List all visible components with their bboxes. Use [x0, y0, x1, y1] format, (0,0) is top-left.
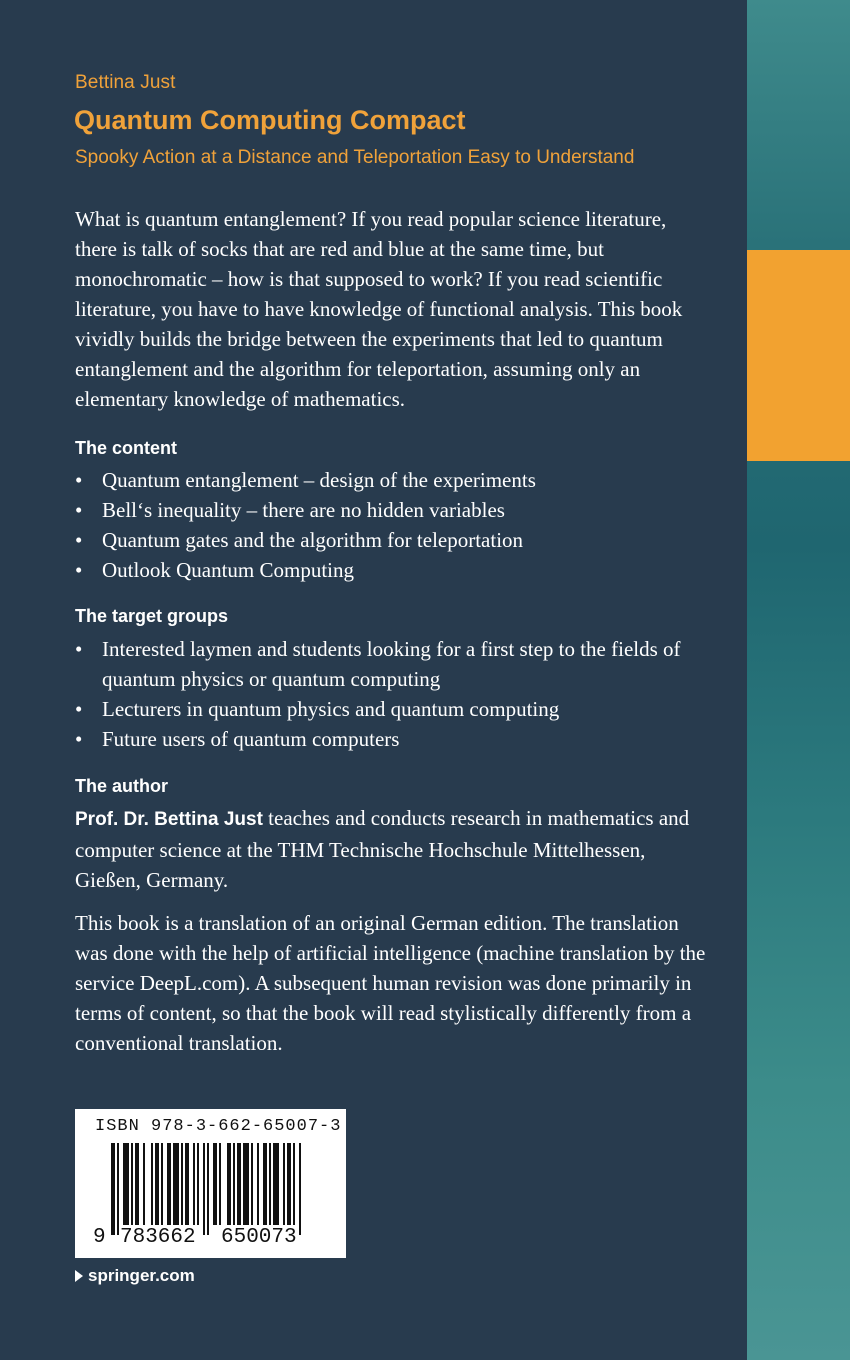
- barcode-bar: [111, 1143, 115, 1235]
- barcode-bar: [197, 1143, 199, 1225]
- barcode-bar: [243, 1143, 249, 1225]
- barcode-bar: [251, 1143, 253, 1225]
- spine-orange-band: [747, 250, 850, 461]
- list-item: • Lecturers in quantum physics and quantum computing: [75, 694, 706, 724]
- list-item: • Outlook Quantum Computing: [75, 555, 706, 585]
- barcode-bar: [269, 1143, 271, 1225]
- author-bio: [75, 803, 706, 895]
- barcode-bar: [173, 1143, 179, 1225]
- barcode-bar: [263, 1143, 267, 1225]
- barcode-right-digits: 650073: [221, 1226, 297, 1249]
- list-item: • Quantum gates and the algorithm for teleportation: [75, 525, 706, 555]
- spine-strip: [747, 0, 850, 1360]
- publisher-link[interactable]: [75, 1266, 195, 1286]
- cover-author: Bettina Just: [75, 72, 176, 93]
- barcode-bar: [181, 1143, 183, 1225]
- isbn-label: ISBN 978-3-662-65007-3: [95, 1117, 342, 1136]
- barcode-bar: [227, 1143, 231, 1225]
- barcode-bar: [207, 1143, 209, 1235]
- barcode-bar: [293, 1143, 295, 1225]
- target-groups-heading: The target groups: [75, 606, 229, 626]
- barcode-bar: [233, 1143, 235, 1225]
- target-groups-list: [75, 634, 706, 754]
- list-item: • Future users of quantum computers: [75, 724, 706, 754]
- barcode-bar: [161, 1143, 163, 1225]
- arrow-right-icon: [75, 1270, 83, 1282]
- list-item: • Bell‘s inequality – there are no hidden variables: [75, 495, 706, 525]
- list-item: • Quantum entanglement – design of the experiments: [75, 465, 706, 495]
- barcode-bar: [131, 1143, 133, 1225]
- barcode-bar: [155, 1143, 159, 1225]
- barcode-bar: [185, 1143, 189, 1225]
- barcode-bar: [237, 1143, 241, 1225]
- content-heading: The content: [75, 438, 177, 458]
- barcode-bar: [287, 1143, 291, 1225]
- list-item: • Interested laymen and students looking for a first step to the fields of quantum physics or quantum computing: [75, 634, 706, 694]
- isbn-barcode: [75, 1109, 346, 1258]
- book-title: Quantum Computing Compact: [74, 105, 466, 135]
- barcode-bar: [219, 1143, 221, 1225]
- barcode-bar: [123, 1143, 129, 1225]
- author-bio-text: teaches and conducts research in mathematics and computer science at the THM Technische Hochschule Mittelhessen, Gießen, Germany.: [75, 806, 690, 892]
- barcode-bar: [143, 1143, 145, 1225]
- barcode-bar: [193, 1143, 195, 1225]
- translation-note: This book is a translation of an original German edition. The translation was done with the help of artificial intelligence (machine translation by the service DeepL.com). A subsequent human revision was done primarily in terms of content, so that the book will read stylistically differently from a conventional translation.: [75, 911, 706, 1055]
- book-subtitle: Spooky Action at a Distance and Teleportation Easy to Understand: [75, 147, 635, 168]
- barcode-bar: [117, 1143, 119, 1235]
- barcode-bar: [273, 1143, 279, 1225]
- barcode-bar: [299, 1143, 301, 1235]
- intro-paragraph: What is quantum entanglement? If you read popular science literature, there is talk of socks that are red and blue at the same time, but monochromatic – how is that supposed to work? If you read scientific literature, you have to have knowledge of functional analysis. This book vividly builds the bridge between the experiments that led to quantum entanglement and the algorithm for teleportation, assuming only an elementary knowledge of mathematics.: [75, 207, 683, 411]
- barcode-bar: [203, 1143, 205, 1235]
- barcode-bar: [257, 1143, 259, 1225]
- content-list: [75, 465, 706, 585]
- barcode-bar: [283, 1143, 285, 1225]
- author-heading: The author: [75, 776, 168, 796]
- barcode-left-digits: 783662: [120, 1226, 196, 1249]
- barcode-first-digit: 9: [93, 1226, 106, 1249]
- barcode-bar: [151, 1143, 153, 1225]
- author-full-name: Prof. Dr. Bettina Just: [75, 809, 263, 830]
- barcode-bar: [135, 1143, 139, 1225]
- barcode-bars: [111, 1143, 321, 1239]
- barcode-bar: [213, 1143, 217, 1225]
- publisher-link-text: springer.com: [88, 1266, 195, 1285]
- barcode-bar: [167, 1143, 171, 1225]
